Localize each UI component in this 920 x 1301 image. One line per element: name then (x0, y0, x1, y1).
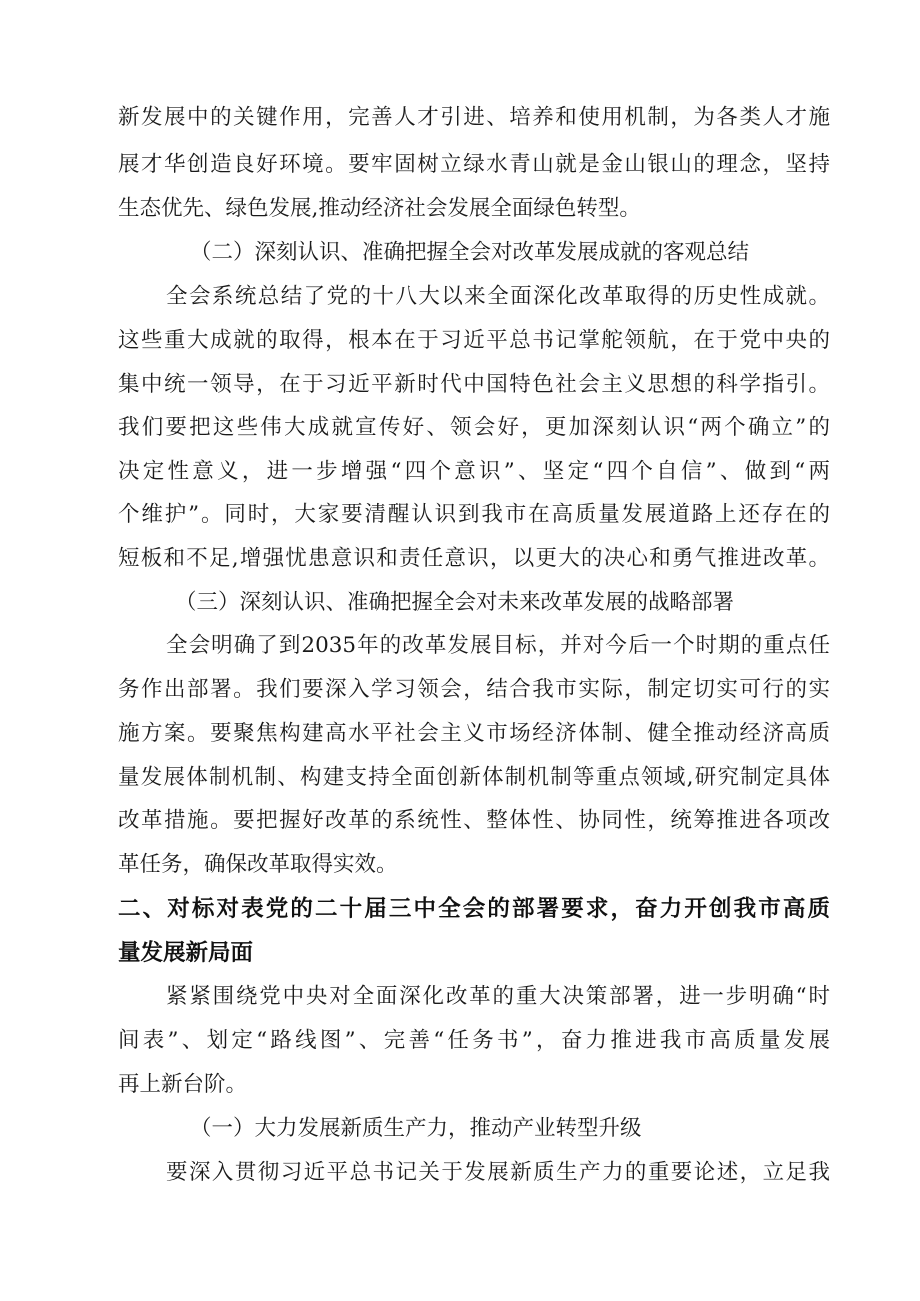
paragraph-line: 新发展中的关键作用，完善人才引进、培养和使用机制，为各类人才施 (118, 105, 830, 130)
paragraph-line: 短板和不足,增强忧患意识和责任意识，以更大的决心和勇气推进改革。 (118, 546, 830, 571)
paragraph-line: 生态优先、绿色发展,推动经济社会发展全面绿色转型。 (118, 196, 641, 221)
paragraph-line: 要深入贯彻习近平总书记关于发展新质生产力的重要论述，立足我 (166, 1160, 830, 1185)
paragraph-line: 革任务，确保改革取得实效。 (118, 852, 398, 877)
paragraph-line: 我们要把这些伟大成就宣传好、领会好，更加深刻认识“两个确立”的 (118, 415, 830, 440)
paragraph-line: 决定性意义，进一步增强“四个意识”、坚定“四个自信”、做到“两 (118, 459, 830, 484)
paragraph-line: 量发展体制机制、构建支持全面创新体制机制等重点领域,研究制定具体 (118, 765, 830, 790)
chapter-heading-2: 二、对标对表党的二十届三中全会的部署要求，奋力开创我市高质 (118, 896, 830, 922)
paragraph-line: 间表”、划定“路线图”、完善“任务书”，奋力推进我市高质量发展 (118, 1028, 830, 1053)
paragraph-line: 改革措施。要把握好改革的系统性、整体性、协同性，统筹推进各项改 (118, 808, 830, 833)
paragraph-line: 施方案。要聚焦构建高水平社会主义市场经济体制、健全推动经济高质 (118, 721, 830, 746)
section-heading-1: （一）大力发展新质生产力，推动产业转型升级 (190, 1116, 642, 1141)
paragraph-line: 这些重大成就的取得，根本在于习近平总书记掌舵领航，在于党中央的 (118, 328, 830, 353)
paragraph-line: 全会明确了到2035年的改革发展目标，并对今后一个时期的重点任 (166, 633, 830, 658)
section-heading-2: （二）深刻认识、准确把握全会对改革发展成就的客观总结 (190, 240, 750, 265)
paragraph-line: 集中统一领导，在于习近平新时代中国特色社会主义思想的科学指引。 (118, 372, 830, 397)
section-heading-3: （三）深刻认识、准确把握全会对未来改革发展的战略部署 (175, 590, 735, 615)
paragraph-line: 再上新台阶。 (118, 1072, 248, 1097)
paragraph-line: 务作出部署。我们要深入学习领会，结合我市实际，制定切实可行的实 (118, 677, 830, 702)
paragraph-line: 紧紧围绕党中央对全面深化改革的重大决策部署，进一步明确“时 (166, 984, 830, 1009)
paragraph-line: 个维护”。同时，大家要清醒认识到我市在高质量发展道路上还存在的 (118, 502, 830, 527)
paragraph-line: 全会系统总结了党的十八大以来全面深化改革取得的历史性成就。 (166, 284, 830, 309)
chapter-heading-2-cont: 量发展新局面 (118, 940, 254, 966)
paragraph-line: 展才华创造良好环境。要牢固树立绿水青山就是金山银山的理念，坚持 (118, 152, 830, 177)
